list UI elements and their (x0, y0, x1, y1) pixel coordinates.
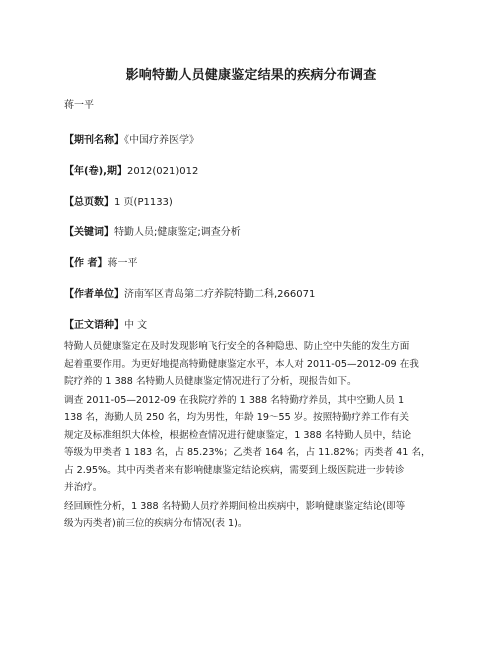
meta-language (64, 316, 147, 331)
document-title: 影响特勤人员健康鉴定结果的疾病分布调查 (125, 68, 377, 83)
body-line: 调查 2011-05—2012-09 在我院疗养的 1 388 名特勤疗养员，其中空勤人员 1 (64, 395, 405, 406)
meta-key: 【作 者】 (64, 258, 108, 269)
body-line: 起着重要作用。为更好地提高特勤健康鉴定水平，本人对 2011-05—2012-09 在我 (64, 359, 419, 370)
body-line: 等级为甲类者 1 183 名，占 85.23%；乙类者 164 名，占 11.82%；丙类者 41 名， (64, 447, 431, 458)
meta-pages (64, 193, 173, 208)
meta-affiliation (64, 285, 315, 300)
meta-author (64, 254, 137, 269)
meta-value: 2012(021)012 (126, 166, 199, 177)
body-line: 院疗养的 1 388 名特勤人员健康鉴定情况进行了分析，现报告如下。 (64, 376, 357, 387)
meta-value: 《中国疗养医学》 (124, 135, 199, 146)
meta-key: 【作者单位】 (64, 289, 124, 300)
meta-key: 【期刊名称】 (64, 135, 124, 146)
body-line: 并治疗。 (64, 482, 103, 493)
body-line: 特勤人员健康鉴定在及时发现影响飞行安全的各种隐患、防止空中失能的发生方面 (64, 341, 410, 352)
meta-journal (64, 131, 199, 146)
meta-value: 中 文 (124, 320, 148, 331)
author-name: 蒋一平 (64, 100, 94, 111)
meta-key: 【总页数】 (64, 197, 114, 208)
meta-volume (64, 162, 198, 177)
meta-value: 1 页(P1133) (114, 197, 173, 208)
body-line: 规定及标准组织大体检，根据检查情况进行健康鉴定，1 388 名特勤人员中，结论 (64, 430, 412, 441)
body-line: 占 2.95%。其中丙类者来有影响健康鉴定结论疾病，需要到上级医院进一步转诊 (64, 465, 405, 476)
meta-value: 济南军区青岛第二疗养院特勤二科,266071 (124, 289, 316, 300)
meta-value: 特勤人员;健康鉴定;调查分析 (114, 227, 241, 238)
body-line: 经回顾性分析，1 388 名特勤人员疗养期间检出疾病中，影响健康鉴定结论(即等 (64, 501, 406, 512)
meta-key: 【正文语种】 (64, 320, 124, 331)
meta-key: 【年(卷),期】 (64, 166, 127, 177)
meta-keywords (64, 223, 241, 238)
body-line: 138 名，海勤人员 250 名，均为男性，年龄 19～55 岁。按照特勤疗养工作有关 (64, 412, 409, 423)
meta-value: 蒋一平 (107, 258, 138, 269)
meta-key: 【关键词】 (64, 227, 114, 238)
body-line: 级为丙类者)前三位的疾病分布情况(表 1)。 (64, 518, 248, 529)
